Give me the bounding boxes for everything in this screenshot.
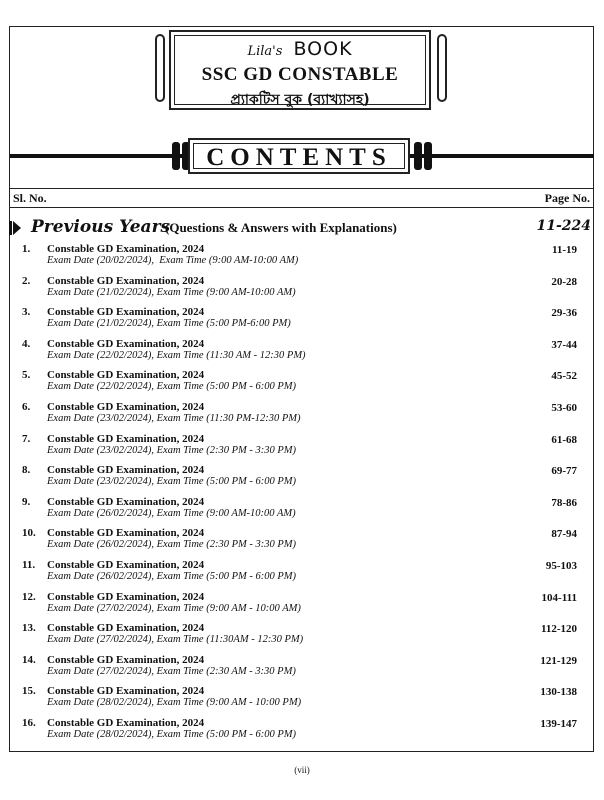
entry-info: Exam Date (27/02/2024), Exam Time (11:30AM - 12:30 PM) [47,634,304,646]
entry-pages: 69-77 [551,465,577,478]
section-description: (Questions & Answers with Explanations) [165,220,397,235]
entry-pages: 139-147 [540,717,577,730]
entry-number: 5. [22,369,31,382]
entry-title: Constable GD Examination, 2024 [47,558,205,571]
list-item [10,685,593,717]
contents-list [10,243,593,749]
bar-ornament [424,142,432,170]
entry-title: Constable GD Examination, 2024 [47,274,205,287]
entry-title: Constable GD Examination, 2024 [47,432,205,445]
entry-pages: 104-111 [541,591,577,604]
list-item [10,275,593,307]
entry-number: 2. [22,274,31,287]
list-item [10,433,593,465]
entry-title: Constable GD Examination, 2024 [47,243,205,255]
entry-number: 9. [22,495,31,508]
list-item [10,496,593,528]
title-banner [169,30,431,110]
entry-title: Constable GD Examination, 2024 [47,369,205,382]
entry-pages: 61-68 [551,433,577,446]
page-number: (vii) [294,765,310,775]
entry-title: Constable GD Examination, 2024 [47,464,205,477]
entry-info: Exam Date (23/02/2024), Exam Time (2:30 PM - 3:30 PM) [47,444,297,456]
entry-number: 4. [22,337,31,350]
entry-title: Constable GD Examination, 2024 [47,653,205,666]
entry-info: Exam Date (23/02/2024), Exam Time (5:00 PM - 6:00 PM) [47,476,297,488]
entry-info: Exam Date (27/02/2024), Exam Time (9:00 AM - 10:00 AM) [47,602,301,614]
entry-info: Exam Date (27/02/2024), Exam Time (2:30 AM - 3:30 PM) [47,665,296,677]
brand-word: BOOK [293,38,353,60]
serial-column-header: Sl. No. [13,191,47,205]
entry-pages: 78-86 [551,496,577,509]
scroll-roll-right [437,34,447,102]
entry-number: 11. [22,558,36,571]
entry-number: 15. [22,685,36,698]
entry-number: 13. [22,622,36,635]
entry-info: Exam Date (26/02/2024), Exam Time (2:30 PM - 3:30 PM) [47,539,297,551]
book-subtitle: প্র্যাকটিস বুক (ব্যাখ্যাসহ) [230,92,370,108]
entry-number: 8. [22,464,31,477]
entry-pages: 53-60 [551,401,577,414]
entry-pages: 112-120 [540,623,577,636]
section-marker-icon [13,221,21,235]
entry-info: Exam Date (26/02/2024), Exam Time (9:00 AM-10:00 AM) [47,507,296,519]
entry-number: 14. [22,653,36,666]
entry-title: Constable GD Examination, 2024 [47,685,205,698]
entry-info: Exam Date (22/02/2024), Exam Time (5:00 PM - 6:00 PM) [47,381,297,393]
entry-number: 3. [22,306,31,319]
header-rule-bottom [10,207,594,208]
entry-title: Constable GD Examination, 2024 [47,337,205,350]
entry-title: Constable GD Examination, 2024 [47,716,205,729]
entry-number: 10. [22,527,36,540]
contents-heading-box [188,138,410,174]
list-item [10,464,593,496]
entry-number: 7. [22,432,31,445]
list-item [10,717,593,749]
contents-heading: CONTENTS [206,144,392,171]
entry-info: Exam Date (21/02/2024), Exam Time (9:00 AM-10:00 AM) [47,286,296,298]
section-name: Previous Years [31,217,171,237]
list-item [10,654,593,686]
list-item [10,369,593,401]
entry-pages: 95-103 [545,559,577,572]
section-page-range: 11-224 [536,218,591,234]
entry-number: 1. [22,243,31,255]
entry-info: Exam Date (28/02/2024), Exam Time (9:00 AM - 10:00 PM) [47,697,302,709]
entry-number: 16. [22,716,36,729]
entry-info: Exam Date (21/02/2024), Exam Time (5:00 PM-6:00 PM) [47,318,291,330]
entry-title: Constable GD Examination, 2024 [47,400,205,413]
entry-pages: 130-138 [540,686,577,699]
list-item [10,306,593,338]
entry-number: 6. [22,400,31,413]
list-item [10,622,593,654]
section-heading [13,217,591,239]
entry-info: Exam Date (22/02/2024), Exam Time (11:30 AM - 12:30 PM) [47,349,306,361]
entry-title: Constable GD Examination, 2024 [47,306,205,319]
entry-pages: 37-44 [551,338,577,351]
brand-line [171,38,429,60]
entry-info: Exam Date (28/02/2024), Exam Time (5:00 PM - 6:00 PM) [47,728,297,740]
header-rule-top [10,188,594,189]
list-item [10,591,593,623]
entry-pages: 11-19 [551,244,577,256]
list-item [10,527,593,559]
entry-number: 12. [22,590,36,603]
brand-prefix: Lila's [247,44,283,59]
entry-pages: 45-52 [551,370,577,383]
book-title: SSC GD CONSTABLE [201,64,399,85]
entry-info: Exam Date (23/02/2024), Exam Time (11:30 PM-12:30 PM) [47,412,301,424]
entry-pages: 87-94 [551,528,577,541]
entry-title: Constable GD Examination, 2024 [47,527,205,540]
bar-ornament [414,142,422,170]
entry-title: Constable GD Examination, 2024 [47,622,205,635]
entry-pages: 20-28 [551,275,577,288]
bar-ornament [172,142,180,170]
page-column-header: Page No. [544,191,590,205]
entry-pages: 29-36 [551,307,577,320]
scroll-roll-left [155,34,165,102]
entry-title: Constable GD Examination, 2024 [47,590,205,603]
list-item [10,338,593,370]
list-item [10,243,593,275]
list-item [10,401,593,433]
entry-title: Constable GD Examination, 2024 [47,495,205,508]
entry-pages: 121-129 [540,654,577,667]
list-item [10,559,593,591]
entry-info: Exam Date (26/02/2024), Exam Time (5:00 PM - 6:00 PM) [47,570,297,582]
entry-info: Exam Date (20/02/2024), Exam Time (9:00 AM-10:00 AM) [47,255,299,266]
